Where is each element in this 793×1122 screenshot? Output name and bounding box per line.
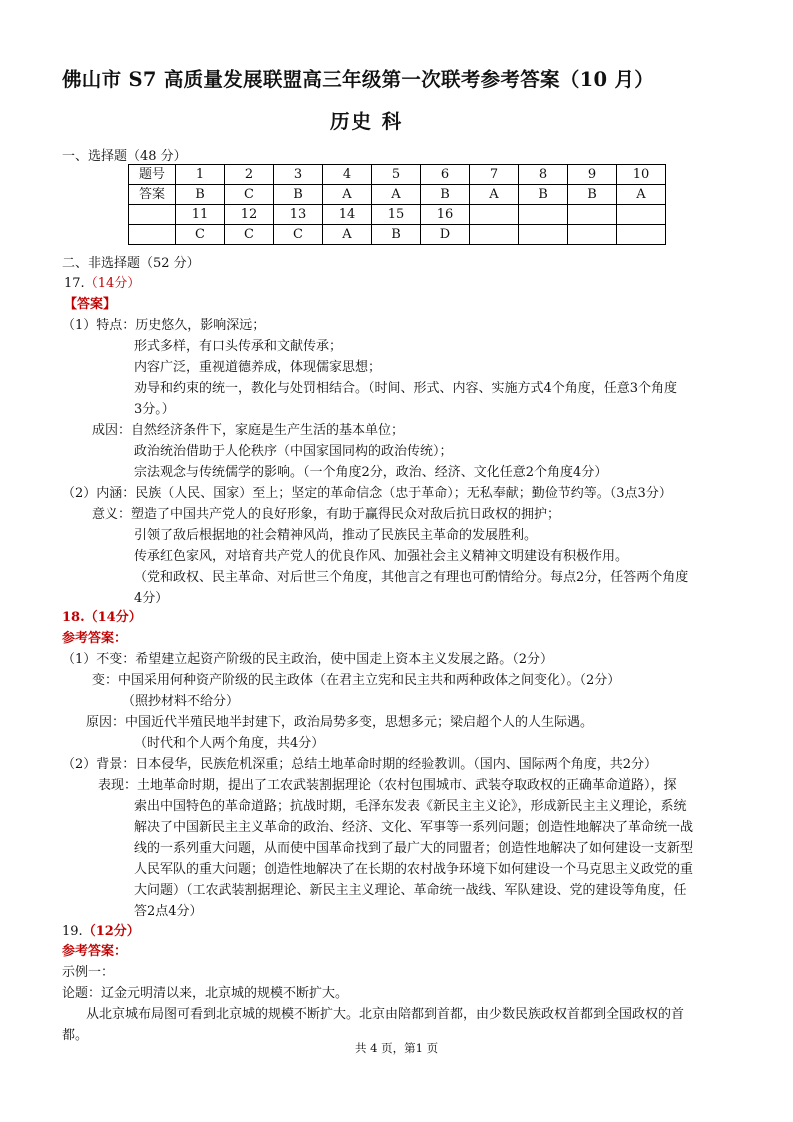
- table-row: [129, 165, 666, 185]
- table-cell: [568, 205, 617, 225]
- table-cell: [470, 225, 519, 245]
- section1-heading: 一、选择题（48 分）: [62, 149, 187, 164]
- page-footer: [0, 1040, 793, 1056]
- q19-line: 论题：辽金元明清以来，北京城的规模不断扩大。: [62, 986, 349, 1001]
- q18-line: （时代和个人两个角度，共4分）: [134, 736, 325, 751]
- table-cell: C: [225, 225, 274, 245]
- answer-table: [128, 164, 666, 245]
- table-cell: [568, 225, 617, 245]
- table-cell: D: [421, 225, 470, 245]
- q18-line: 线的一系列重大问题，从而使中国革命找到了最广大的同盟者；创造性地解决了如何建设一支新型: [134, 841, 694, 856]
- table-cell: 答案: [129, 185, 176, 205]
- table-cell: C: [225, 185, 274, 205]
- q18-line: 大问题）（工农武装割据理论、新民主主义理论、革命统一战线、军队建设、党的建设等角度，任: [134, 883, 687, 898]
- table-cell: A: [617, 185, 666, 205]
- table-cell: 15: [372, 205, 421, 225]
- q19-answer-tag: 参考答案：: [62, 944, 128, 959]
- q17-line: 传承红色家风，对培育共产党人的优良作风、加强社会主义精神文明建设有积极作用。: [134, 549, 629, 564]
- q17-line: 宗法观念与传统儒学的影响。（一个角度2分，政治、经济、文化任意2个角度4分）: [134, 465, 608, 480]
- table-cell: [617, 225, 666, 245]
- subject-title: 历史 科: [330, 110, 404, 133]
- table-cell: C: [274, 225, 323, 245]
- table-cell: 3: [274, 165, 323, 185]
- page-number: 1: [415, 1041, 423, 1055]
- q17-line: （党和政权、民主革命、对后世三个角度，其他言之有理也可酌情给分。每点2分，任答两个角度: [134, 570, 689, 585]
- table-cell: B: [421, 185, 470, 205]
- table-cell: B: [519, 185, 568, 205]
- table-cell: B: [176, 185, 225, 205]
- table-cell: 13: [274, 205, 323, 225]
- footer-text-end: 页: [426, 1041, 439, 1055]
- q17-heading: [64, 272, 140, 291]
- table-cell: 9: [568, 165, 617, 185]
- q17-line: 4分）: [134, 591, 169, 606]
- table-cell: B: [372, 225, 421, 245]
- q19-line: 从北京城布局图可看到北京城的规模不断扩大。北京由陪都到首都，由少数民族政权首都到全国政权的首: [86, 1007, 685, 1022]
- q19-number: 19.: [62, 924, 83, 939]
- table-cell: [617, 205, 666, 225]
- table-cell: 16: [421, 205, 470, 225]
- table-cell: 1: [176, 165, 225, 185]
- table-cell: 题号: [129, 165, 176, 185]
- table-cell: C: [176, 225, 225, 245]
- page-title: 佛山市 S7 高质量发展联盟高三年级第一次联考参考答案（10 月）: [62, 68, 655, 91]
- q18-line: 解决了中国新民主主义革命的政治、经济、文化、军事等一系列问题；创造性地解决了革命统一战: [134, 820, 694, 835]
- q17-line: 形式多样，有口头传承和文献传承；: [134, 339, 343, 354]
- q19-line: 示例一：: [62, 965, 115, 980]
- footer-text: 共 4 页，第: [354, 1041, 416, 1055]
- q17-line: 成因：自然经济条件下，家庭是生产生活的基本单位；: [92, 423, 405, 438]
- table-cell: 7: [470, 165, 519, 185]
- table-cell: 11: [176, 205, 225, 225]
- q17-line: 引领了敌后根据地的社会精神风尚，推动了民族民主革命的发展胜利。: [134, 528, 538, 543]
- table-cell: 14: [323, 205, 372, 225]
- q18-line: 原因：中国近代半殖民地半封建下，政治局势多变，思想多元；梁启超个人的人生际遇。: [86, 715, 594, 730]
- q17-line: 内容广泛，重视道德养成，体现儒家思想；: [134, 360, 382, 375]
- q17-line: （2）内涵：民族（人民、国家）至上；坚定的革命信念（忠于革命）；无私奉献；勤俭节约等。（3点3分）: [62, 486, 672, 501]
- q17-line: 意义：塑造了中国共产党人的良好形象，有助于赢得民众对敌后抗日政权的拥护；: [92, 507, 561, 522]
- table-cell: A: [323, 225, 372, 245]
- table-row: [129, 225, 666, 245]
- table-cell: [129, 205, 176, 225]
- table-cell: A: [470, 185, 519, 205]
- table-cell: 8: [519, 165, 568, 185]
- table-cell: [129, 225, 176, 245]
- table-cell: A: [323, 185, 372, 205]
- table-cell: 5: [372, 165, 421, 185]
- q18-line: （1）不变：希望建立起资产阶级的民主政治，使中国走上资本主义发展之路。（2分）: [62, 652, 554, 667]
- q19-score: （12分）: [82, 924, 140, 939]
- q17-line: 政治统治借助于人伦秩序（中国家国同构的政治传统）；: [134, 444, 453, 459]
- q17-line: （1）特点：历史悠久，影响深远；: [62, 318, 266, 333]
- q18-line: 表现：土地革命时期，提出了工农武装割据理论（农村包围城市、武装夺取政权的正确革命道路），探: [98, 778, 677, 793]
- table-cell: B: [568, 185, 617, 205]
- q18-line: 答2点4分）: [134, 904, 203, 919]
- table-row: [129, 205, 666, 225]
- table-row: [129, 185, 666, 205]
- q18-line: （照抄材料不给分）: [122, 694, 240, 709]
- q17-answer-tag: 【答案】: [64, 297, 117, 312]
- table-cell: [470, 205, 519, 225]
- section2-heading: 二、非选择题（52 分）: [62, 256, 200, 271]
- table-cell: 4: [323, 165, 372, 185]
- table-cell: A: [372, 185, 421, 205]
- q18-heading: 18.（14分）: [62, 610, 142, 625]
- table-cell: 12: [225, 205, 274, 225]
- table-cell: 10: [617, 165, 666, 185]
- table-cell: [519, 205, 568, 225]
- table-cell: [519, 225, 568, 245]
- q19-heading: [62, 920, 140, 939]
- q18-line: 人民军队的重大问题；创造性地解决了在长期的农村战争环境下如何建设一个马克思主义政党的重: [134, 862, 694, 877]
- table-cell: 6: [421, 165, 470, 185]
- q17-number: 17.: [64, 276, 85, 291]
- q18-line: 变：中国采用何种资产阶级的民主政体（在君主立宪和民主共和两种政体之间变化）。（2分）: [92, 673, 621, 688]
- table-cell: B: [274, 185, 323, 205]
- table-cell: 2: [225, 165, 274, 185]
- q17-line: 3分。）: [134, 402, 175, 417]
- q18-answer-tag: 参考答案：: [62, 631, 128, 646]
- q18-line: 索出中国特色的革命道路；抗战时期，毛泽东发表《新民主主义论》，形成新民主主义理论，系统: [134, 799, 687, 814]
- q19-line: 都。: [62, 1028, 89, 1043]
- q17-score: （14分）: [84, 276, 141, 291]
- q17-line: 劝导和约束的统一，教化与处罚相结合。（时间、形式、内容、实施方式4个角度，任意3个角度: [134, 381, 678, 396]
- q18-line: （2）背景：日本侵华，民族危机深重；总结土地革命时期的经验教训。（国内、国际两个角度，共2分）: [62, 757, 658, 772]
